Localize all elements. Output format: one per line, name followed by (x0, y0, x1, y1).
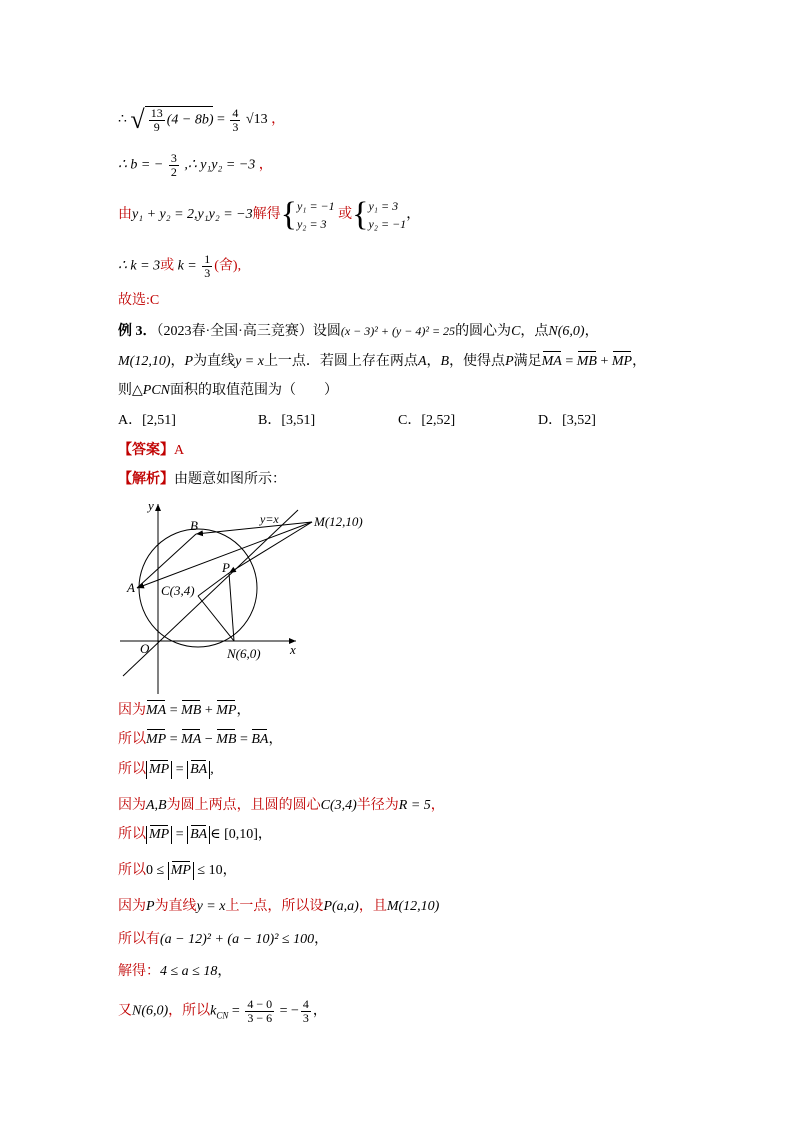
vector-ba: BA (190, 827, 208, 842)
point-b-label: B (190, 518, 198, 533)
vector-mb: MB (216, 730, 236, 750)
text: ，所以 (168, 1003, 211, 1019)
equals: = (172, 762, 188, 777)
math-p: P (505, 354, 514, 369)
text: 上一点，所以设 (225, 899, 324, 914)
point-m: M(12,10) (386, 899, 440, 914)
point-p-label: P (222, 560, 230, 575)
circle-c (139, 529, 257, 647)
x-axis-label: x (290, 642, 296, 657)
text: ， (170, 354, 185, 369)
text-or: 或 (160, 258, 175, 274)
vector-ma-line (137, 522, 312, 588)
sol-line-4 (118, 796, 445, 816)
text: 满足 (513, 354, 542, 369)
example-line-3 (118, 381, 338, 401)
equals: = (561, 354, 577, 369)
text: 解得： (118, 964, 160, 979)
radius: R = 5 (398, 798, 431, 813)
text: ，且 (358, 899, 387, 914)
sol-line-3 (118, 760, 214, 780)
text-or: 或 (338, 207, 353, 223)
circle-equation: (x − 3)² + (y − 4)² = 25 (340, 324, 456, 338)
point-n-label: N(6,0) (227, 646, 261, 661)
interval: ∈ [0,10] (210, 827, 258, 842)
comma: ， (406, 207, 421, 223)
equals: = (236, 732, 252, 747)
sol-line-6 (118, 861, 237, 881)
segment-cn (198, 596, 234, 641)
k-value: ∴ k = 3 (118, 258, 161, 274)
vector-mp: MP (146, 730, 166, 750)
equals: = (166, 732, 182, 747)
sum-product-equation: y₁ + y₂ = 2,y₁y₂ = −3 (132, 207, 253, 223)
sol-line-1 (118, 701, 250, 721)
text: 因为 (118, 703, 146, 718)
options-row (118, 411, 638, 431)
frac-num: 13 (150, 106, 163, 120)
solution-line-3 (118, 197, 420, 233)
text: 上一点．若圆上存在两点 (263, 354, 418, 369)
vector-mp: MP (149, 762, 170, 777)
upper-bound: ≤ 10 (193, 863, 223, 878)
a-range: 4 ≤ a ≤ 18 (160, 964, 218, 979)
comma: ， (258, 157, 273, 173)
frac-den: 3 (302, 1011, 309, 1025)
comma: ， (314, 932, 329, 947)
example-line-1 (118, 321, 599, 342)
system-2: y₁ = 3 y₂ = −1 (368, 199, 407, 231)
sol-line-7 (118, 897, 439, 917)
frac-den: 3 − 6 (247, 1011, 273, 1025)
comma: ， (271, 112, 286, 128)
comma: , (210, 762, 214, 777)
b-value: ∴ b = − (118, 157, 164, 173)
frac-den: 3 (232, 119, 239, 134)
vector-ma: MA (146, 701, 166, 721)
frac-num: 4 (302, 997, 309, 1011)
option-c[interactable]: C．[2,52] (398, 413, 456, 428)
answer-tag: 【答案】 (118, 443, 174, 458)
comma: ， (236, 703, 251, 718)
comma: ， (312, 1003, 327, 1019)
comma: ， (222, 863, 237, 878)
answer-line (118, 441, 184, 461)
lower-bound: 0 ≤ (146, 863, 168, 878)
frac-num: 3 (170, 151, 177, 165)
plus: + (596, 354, 612, 369)
math-a: A (417, 354, 427, 369)
geometry-figure (118, 496, 378, 696)
analysis-tag: 【解析】 (118, 472, 174, 487)
equals-minus: = − (276, 1003, 299, 1019)
text: 的圆心为 (455, 324, 512, 339)
plus: + (201, 703, 217, 718)
vector-mp: MP (612, 352, 632, 372)
point-m-label: M(12,10) (314, 514, 363, 529)
text: 所以 (118, 827, 146, 842)
comma: ， (257, 827, 272, 842)
product-y: ,∴ y₁y₂ = −3 (184, 157, 256, 173)
solution-line-2 (118, 152, 273, 179)
solution-line-4 (118, 253, 241, 280)
comma: ， (217, 964, 232, 979)
text: 因为 (118, 899, 146, 914)
analysis-text: 由题意如图所示： (174, 472, 286, 487)
text: 为直线 (154, 899, 197, 914)
rad-tail: (4 − 8b) (166, 112, 214, 128)
point-m: M(12,10) (118, 354, 171, 369)
segment-pc (198, 573, 229, 596)
text: ，使得点 (449, 354, 506, 369)
text: 面积的取值范围为（ ） (170, 383, 338, 398)
points-ab: A,B (146, 798, 167, 813)
text: 所以 (118, 863, 146, 878)
equals: = (228, 1003, 244, 1019)
text: ， (632, 354, 647, 369)
brace-left: { (280, 196, 297, 233)
text: 所以 (118, 732, 146, 747)
line-eq: y = x (235, 354, 264, 369)
comma: ， (430, 798, 445, 813)
answer-value: A (174, 443, 185, 458)
text: ， (584, 324, 599, 339)
sol-line-9 (118, 962, 231, 982)
math-b: B (440, 354, 450, 369)
text: 又 (118, 1003, 132, 1019)
vector-ba: BA (251, 730, 268, 750)
math-p: P (146, 899, 155, 914)
frac-num: 4 − 0 (247, 997, 273, 1011)
text: ，点 (520, 324, 549, 339)
inequality: (a − 12)² + (a − 10)² ≤ 100 (160, 932, 315, 947)
vector-mp: MP (149, 827, 170, 842)
frac-num: 1 (204, 252, 211, 266)
text: 因为 (118, 798, 146, 813)
option-b[interactable]: B．[3,51] (258, 413, 316, 428)
solution-line-1 (118, 106, 285, 134)
center-c: C(3,4) (320, 798, 357, 813)
point-n: N(6,0) (548, 324, 585, 339)
origin-label: O (140, 641, 150, 656)
text: 则 (118, 383, 132, 398)
k-equals: k = (177, 258, 201, 274)
vector-ba: BA (190, 762, 208, 777)
equals: = (172, 827, 188, 842)
option-d[interactable]: D．[3,52] (538, 413, 596, 428)
choice-line: 故选:C (118, 293, 160, 308)
segment-pn (229, 573, 234, 641)
vector-ma: MA (542, 352, 562, 372)
frac-den: 3 (204, 266, 211, 280)
comma: ， (268, 732, 283, 747)
text: 设圆 (312, 324, 341, 339)
frac-den: 2 (170, 165, 177, 179)
sqrt-13: √13 (245, 112, 268, 128)
text: 半径为 (356, 798, 399, 813)
vector-ma: MA (181, 730, 201, 750)
radical-sign: √ (130, 105, 145, 134)
text: ， (426, 354, 441, 369)
line-eq: y = x (196, 899, 226, 914)
triangle-pcn: △PCN (132, 383, 170, 398)
frac-num: 4 (232, 105, 239, 120)
text: 所以 (118, 762, 146, 777)
line-label: y=x (260, 512, 279, 526)
sol-line-5 (118, 825, 272, 845)
option-a[interactable]: A．[2,51] (118, 413, 176, 428)
therefore: ∴ (118, 112, 131, 128)
vector-mb: MB (181, 701, 201, 721)
math-p: P (184, 354, 194, 369)
sqrt-expression (130, 106, 213, 134)
frac-den: 9 (153, 120, 160, 134)
point-c-label: C(3,4) (161, 583, 195, 598)
text-you: 由 (118, 207, 132, 223)
comma: , (237, 258, 242, 274)
point-n: N(6,0) (132, 1003, 169, 1019)
text-reject: (舍) (214, 258, 238, 274)
slope-k: k (210, 1003, 217, 1019)
vector-mp: MP (170, 863, 191, 878)
text: 为直线 (193, 354, 236, 369)
system-1: y₁ = −1 y₂ = 3 (296, 199, 335, 231)
math-c: C (511, 324, 521, 339)
sol-line-2 (118, 730, 282, 750)
sol-line-10 (118, 998, 327, 1026)
brace-left: { (352, 196, 369, 233)
vector-mp: MP (216, 701, 236, 721)
text: 所以有 (118, 932, 160, 947)
minus: − (201, 732, 217, 747)
point-p-coords: P(a,a) (323, 899, 359, 914)
text: 为圆上两点，且圆的圆心 (166, 798, 321, 813)
equals: = (216, 112, 229, 128)
y-axis-label: y (148, 498, 154, 513)
point-a-label: A (127, 580, 135, 595)
equals: = (166, 703, 182, 718)
analysis-line (118, 470, 286, 490)
text-solve: 解得 (252, 207, 281, 223)
example-label: 例 3． (118, 324, 157, 339)
slope-subscript: CN (216, 1010, 229, 1021)
example-line-2 (118, 352, 646, 372)
example-source: （2023春·全国·高三竞赛） (156, 324, 313, 339)
sol-line-8 (118, 930, 328, 950)
vector-mb: MB (577, 352, 597, 372)
